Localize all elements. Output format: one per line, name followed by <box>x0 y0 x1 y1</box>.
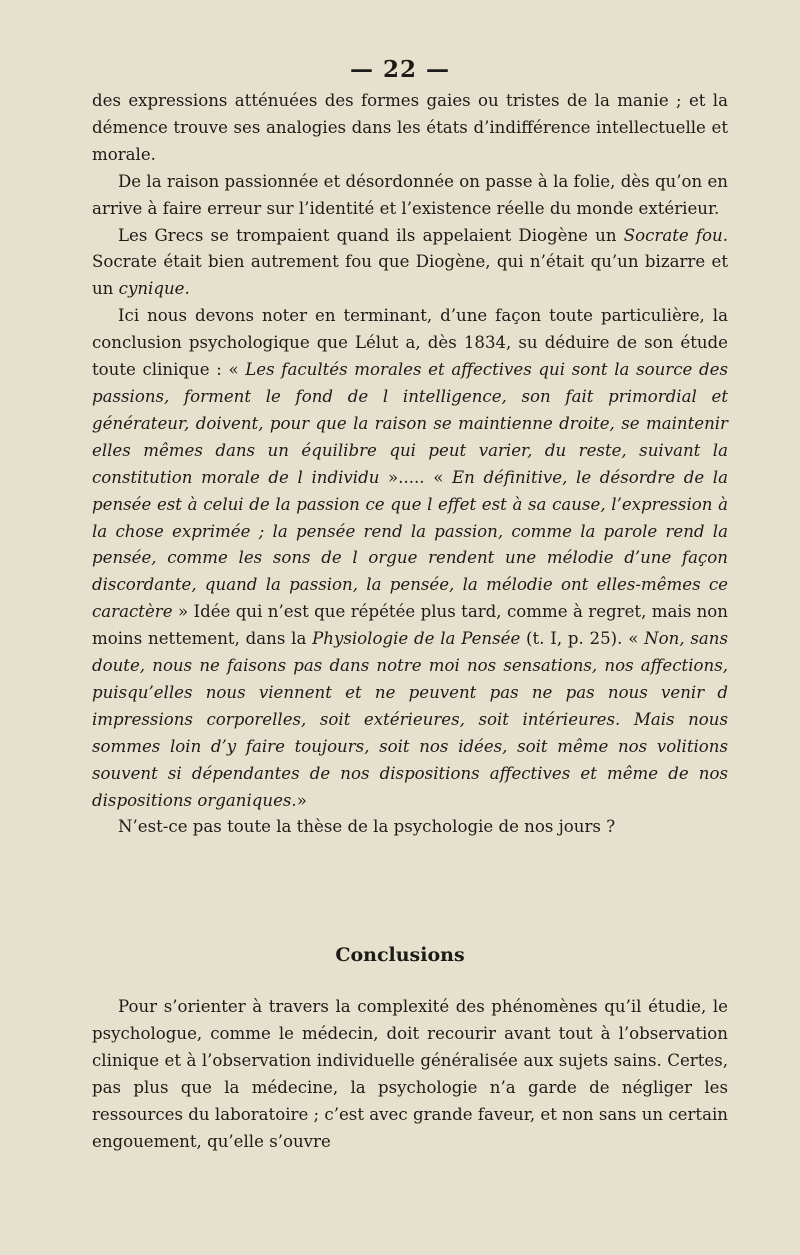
text-run: » <box>296 790 307 810</box>
body-paragraph <box>92 223 728 304</box>
text-run: »..... « <box>379 467 452 487</box>
italic-text: Socrate fou. <box>623 225 728 245</box>
page-number: — 22 — <box>349 56 451 83</box>
text-run: des expressions atténuées des formes gaies ou tristes de la manie ; et la démence trouve ses analogies dans les états d’indifférence intellectuelle et morale. <box>92 91 728 164</box>
conclusion-paragraph: Pour s’orienter à travers la complexité des phénomènes qu’il étudie, le psychologue, comme le médecin, doit recourir avant tout à l’observation clinique et à l’observation individuelle généralisée aux sujets sains. Certes, pas plus que la médecine, la psychologie n’a garde de négliger les ressources du laboratoire ; c’est avec grande faveur, et non sans un certain engouement, qu’elle s’ouvre <box>92 997 728 1151</box>
italic-text: Les facultés morales et affectives qui sont la source des passions, forment le fond de l intelligence, son fait primordial et générateur, doivent, pour que la raison se maintienne droite, se maintenir elles mêmes dans un équilibre qui peut varier, du reste, suivant la constitution morale de l individu <box>92 360 728 487</box>
body-paragraph <box>92 303 728 814</box>
body-paragraph <box>92 814 728 841</box>
italic-text: cynique. <box>118 279 190 299</box>
body-text <box>92 88 728 841</box>
italic-text: En définitive, le désordre de la pensée est à celui de la passion ce que l effet est à sa cause, l’expression à la chose exprimée ; la pensée rend la passion, comme la parole rend la pensée, comme les sons de l orgue rendent une mélodie d’une façon discordante, quand la passion, la pensée, la mélodie ont elles-mêmes ce caractère <box>92 467 728 622</box>
italic-text: Non, sans doute, nous ne faisons pas dans notre moi nos sensations, nos affections, puisqu’elles nous viennent et ne peuvent pas ne pas nous venir d impressions corporelles, soit extérieures, soit intérieures. Mais nous sommes loin d’y faire toujours, soit nos idées, soit même nos volitions souvent si dépendantes de nos dispositions affectives et même de nos dispositions organiques. <box>92 629 728 810</box>
body-paragraph <box>92 88 728 169</box>
text-run: Socrate était bien autrement fou que Diogène, qui n’était qu’un bizarre et un <box>92 252 728 299</box>
body-paragraph <box>92 169 728 223</box>
text-run: » Idée qui n’est que répétée plus tard, comme à regret, mais non moins nettement, dans la <box>92 602 728 649</box>
text-run: Ici nous devons noter en terminant, d’une façon toute particulière, la conclusion psychologique que Lélut a, dès 1834, su déduire de son étude toute clinique : « <box>92 306 728 380</box>
text-run: N’est-ce pas toute la thèse de la psychologie de nos jours ? <box>118 817 616 837</box>
text-run: (t. I, p. 25). « <box>520 629 645 649</box>
conclusion-text <box>92 994 728 1155</box>
text-run: De la raison passionnée et désordonnée on passe à la folie, dès qu’on en arrive à faire erreur sur l’identité et l’existence réelle du monde extérieur. <box>92 171 728 218</box>
text-run: Les Grecs se trompaient quand ils appelaient Diogène un <box>118 225 624 245</box>
italic-text: Physiologie de la Pensée <box>312 629 521 649</box>
section-heading: Conclusions <box>335 944 465 966</box>
